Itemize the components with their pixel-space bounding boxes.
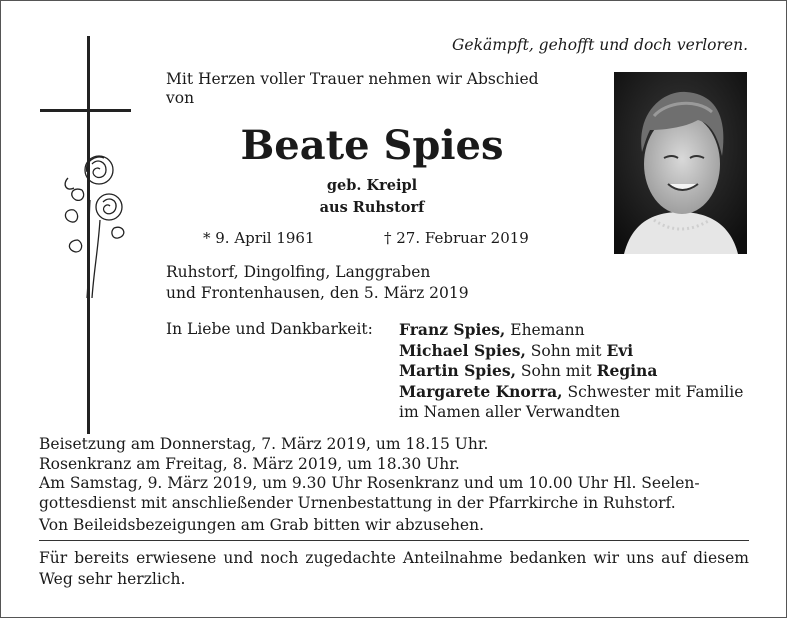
- decline-note: Von Beileidsbezeigungen am Grab bitten wir abzusehen.: [39, 516, 485, 534]
- list-item: Martin Spies, Sohn mit Regina: [399, 361, 658, 381]
- list-item: Franz Spies, Ehemann: [399, 320, 585, 339]
- mourner-list: [399, 320, 743, 423]
- service-times: Beisetzung am Donnerstag, 7. März 2019, um 18.15 Uhr. Rosenkranz am Freitag, 8. März 2019, um 18.30 Uhr. Am Samstag, 9. März 2019, um 9.30 Uhr Rosenkranz und um 10.00 Uhr Hl. Seelen- gottesdienst mit anschließender Urnenbestattung in der Pfarrkirche in Ruhstorf.: [39, 435, 700, 512]
- thanks-text: Für bereits erwiesene und noch zugedachte Anteilnahme bedanken wir uns auf diesem Weg sehr herzlich.: [39, 549, 749, 588]
- rose-icon: [54, 150, 134, 300]
- motto: Gekämpft, gehofft und doch verloren.: [452, 36, 748, 54]
- intro-text: Mit Herzen voller Trauer nehmen wir Abschied von: [166, 70, 539, 107]
- list-item: Margarete Knorra, Schwester mit Familie: [399, 381, 744, 401]
- birth-date: * 9. April 1961: [203, 229, 315, 247]
- gratitude-label: In Liebe und Dankbarkeit:: [166, 320, 373, 338]
- origin: aus Ruhstorf: [319, 199, 425, 216]
- list-item: Michael Spies, Sohn mit Evi: [399, 340, 634, 360]
- list-item: im Namen aller Verwandten: [399, 403, 620, 422]
- death-date: † 27. Februar 2019: [384, 229, 529, 247]
- deceased-name: Beate Spies: [240, 122, 504, 169]
- place-date: Ruhstorf, Dingolfing, Langgraben und Frontenhausen, den 5. März 2019: [166, 263, 469, 302]
- divider: [39, 540, 749, 541]
- maiden-name: geb. Kreipl: [326, 177, 418, 194]
- cross-bar: [40, 109, 131, 112]
- portrait-photo: [614, 72, 747, 254]
